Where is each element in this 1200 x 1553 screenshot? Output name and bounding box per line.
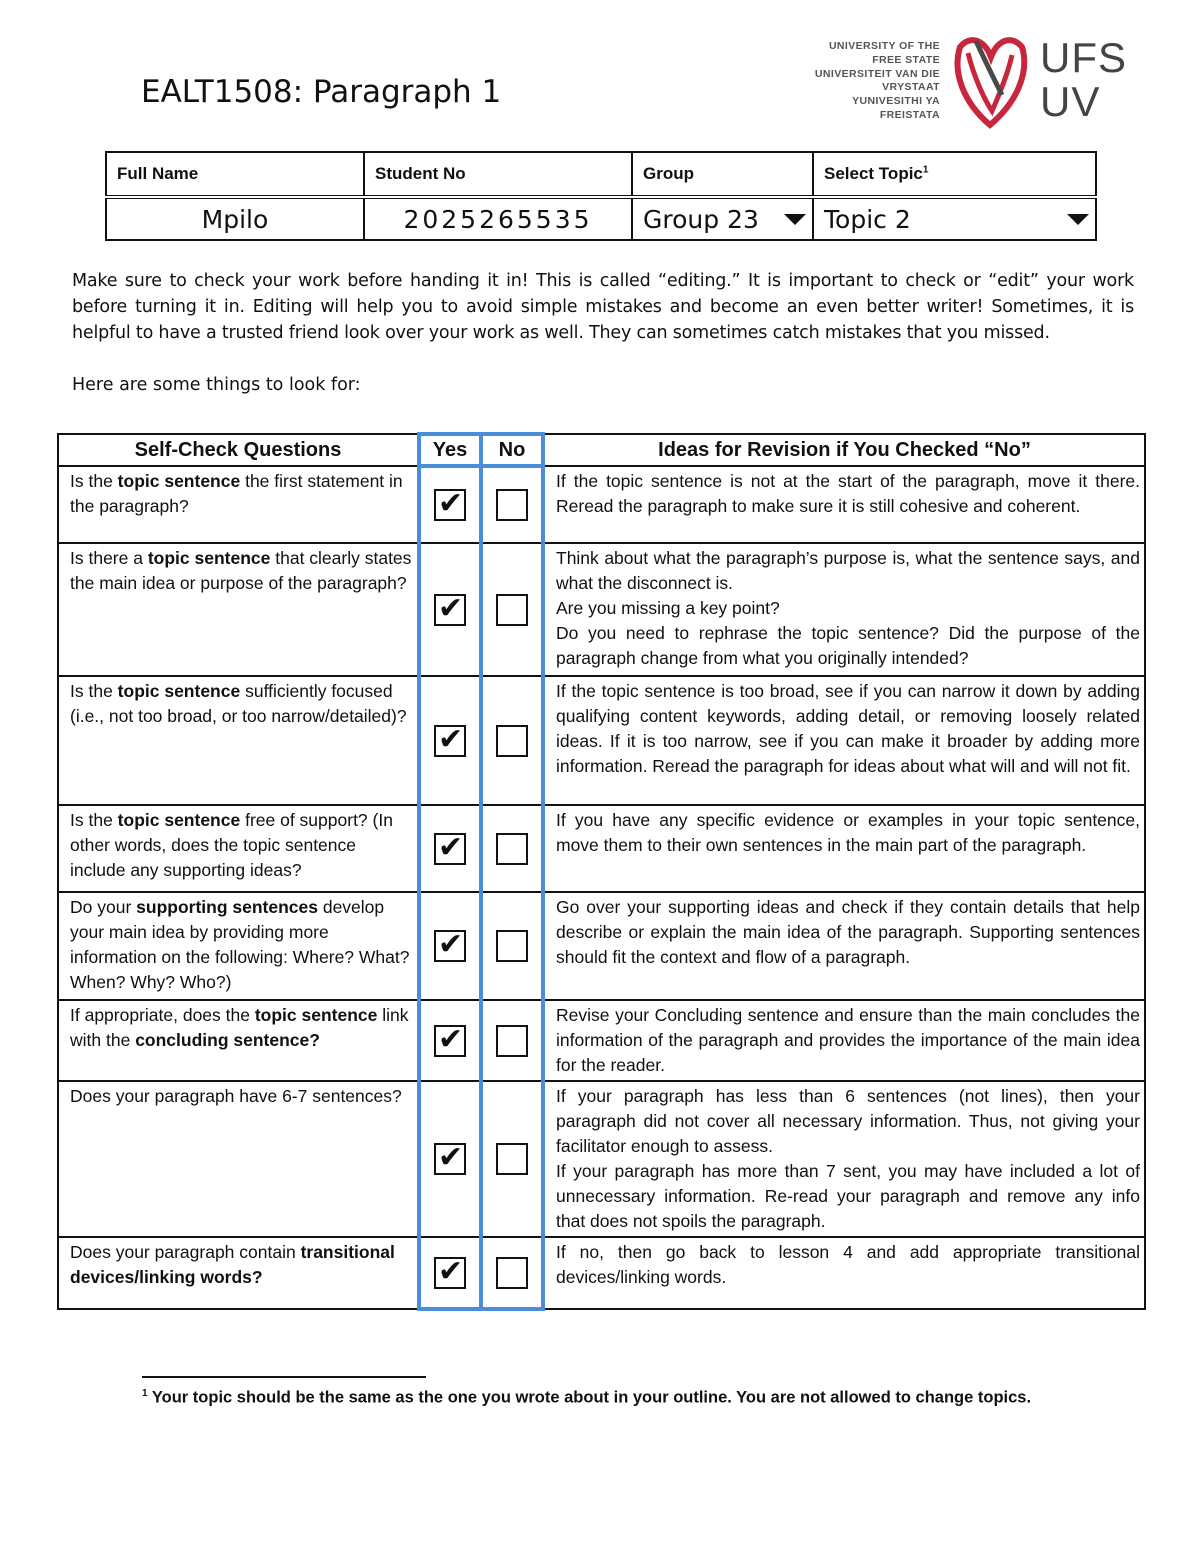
topic-header-label: Select Topic [824, 164, 923, 183]
question-keyword: topic sentence [147, 548, 271, 568]
no-cell [481, 466, 543, 543]
logo-abbr-top: UFS [1040, 34, 1127, 81]
yes-checkbox[interactable] [434, 1025, 466, 1057]
question-cell [58, 892, 419, 1000]
chevron-down-icon [1067, 214, 1089, 225]
instructions-paragraph: Make sure to check your work before handing it in! This is called “editing.” It is important to check or “edit” your work before turning it in. Editing will help you to avoid simple mistakes and become an even better writer! Sometimes, it is helpful to have a trusted friend look over your work as well. They can sometimes catch mistakes that you missed. [72, 271, 1134, 343]
ideas-header: Ideas for Revision if You Checked “No” [543, 434, 1145, 466]
question-text: Does your paragraph contain [70, 1242, 301, 1262]
question-text: free of support? (In other words, does the topic sentence include any supporting ideas? [70, 810, 393, 880]
student-no-field[interactable]: 2025265535 [364, 197, 632, 240]
question-text: Is there a [70, 548, 148, 568]
yes-cell [419, 1237, 481, 1309]
yes-checkbox[interactable] [434, 930, 466, 962]
question-cell [58, 1081, 419, 1237]
revision-idea-text: Are you missing a key point? [556, 598, 780, 618]
no-cell [481, 543, 543, 676]
checklist-row [58, 466, 1145, 543]
revision-idea-cell [543, 1000, 1145, 1081]
logo-line: VRYSTAAT [882, 81, 940, 94]
revision-idea-cell [543, 805, 1145, 892]
yes-checkbox[interactable] [434, 489, 466, 521]
yes-checkbox[interactable] [434, 1143, 466, 1175]
logo-line: FREISTATA [879, 108, 940, 121]
checklist-row [58, 805, 1145, 892]
topic-header [813, 152, 1096, 197]
yes-cell [419, 466, 481, 543]
checklist-row [58, 1000, 1145, 1081]
full-name-field[interactable]: Mpilo [106, 197, 364, 240]
footnote [142, 1388, 1031, 1408]
logo-abbr-bottom: UV [1040, 78, 1101, 125]
no-checkbox[interactable] [496, 1025, 528, 1057]
question-keyword: topic sentence [117, 471, 241, 491]
questions-header: Self-Check Questions [58, 434, 419, 466]
yes-checkbox[interactable] [434, 725, 466, 757]
revision-idea-text: If your paragraph has less than 6 sentences (not lines), then your paragraph did not cover all necessary information. Thus, not giving your facilitator enough to assess. [556, 1086, 1140, 1156]
topic-select[interactable] [813, 197, 1096, 240]
no-cell [481, 1000, 543, 1081]
question-keyword: topic sentence [254, 1005, 378, 1025]
self-check-table [57, 432, 1146, 1311]
revision-idea-text: Think about what the paragraph’s purpose is, what the sentence says, and what the disconnect is. [556, 548, 1140, 593]
question-text: the first statement in the paragraph? [70, 471, 403, 516]
checklist-row [58, 892, 1145, 1000]
group-select-value: Group 23 [643, 204, 759, 234]
ufs-logo-icon [950, 33, 1034, 131]
revision-idea-text: If no, then go back to lesson 4 and add appropriate transitional devices/linking words. [556, 1242, 1140, 1287]
logo-line: YUNIVESITHI YA [852, 95, 940, 108]
ufs-uv-wordmark [1040, 36, 1127, 124]
no-cell [481, 805, 543, 892]
question-text: Does your paragraph have 6-7 sentences? [70, 1086, 402, 1106]
question-text: develop your main idea by providing more information on the following: Where? What? When? Why? Who?) [70, 897, 410, 992]
checklist-row [58, 543, 1145, 676]
checklist-row [58, 676, 1145, 805]
university-name [780, 40, 940, 123]
logo-line: UNIVERSITEIT VAN DIE [814, 67, 940, 80]
question-cell [58, 466, 419, 543]
checklist-row [58, 1081, 1145, 1237]
question-keyword: topic sentence [117, 810, 241, 830]
revision-idea-cell [543, 1237, 1145, 1309]
no-checkbox[interactable] [496, 725, 528, 757]
no-cell [481, 892, 543, 1000]
yes-checkbox[interactable] [434, 1257, 466, 1289]
group-select[interactable] [632, 197, 813, 240]
question-text: Is the [70, 471, 118, 491]
revision-idea-cell [543, 892, 1145, 1000]
yes-checkbox[interactable] [434, 594, 466, 626]
checklist-row [58, 1237, 1145, 1309]
question-cell [58, 543, 419, 676]
logo-line: UNIVERSITY OF THE [828, 40, 940, 52]
revision-idea-text: If the topic sentence is too broad, see if you can narrow it down by adding qualifying content keywords, adding detail, or removing loosely related ideas. If it is too narrow, see if you can make it broader by adding more information. Reread the paragraph for ideas about what will and will not fit. [556, 681, 1140, 776]
yes-header: Yes [419, 434, 481, 466]
revision-idea-text: Go over your supporting ideas and check if they contain details that help describe or explain the main idea of the paragraph. Supporting sentences should fit the context and flow of a paragraph. [556, 897, 1140, 967]
revision-idea-text: Revise your Concluding sentence and ensure than the main concludes the information of the paragraph and provides the importance of the main idea for the reader. [556, 1005, 1140, 1075]
revision-idea-text: If the topic sentence is not at the start of the paragraph, move it there. Reread the paragraph to make sure it is still cohesive and coherent. [556, 471, 1140, 516]
look-for-label: Here are some things to look for: [72, 375, 361, 395]
question-keyword: supporting sentences [136, 897, 318, 917]
no-cell [481, 676, 543, 805]
no-header: No [481, 434, 543, 466]
yes-checkbox[interactable] [434, 833, 466, 865]
question-keyword: topic sentence [117, 681, 241, 701]
question-text: If appropriate, does the [70, 1005, 255, 1025]
footnote-divider [142, 1376, 426, 1378]
page-title: EALT1508: Paragraph 1 [141, 74, 502, 110]
student-no-header: Student No [364, 152, 632, 197]
yes-cell [419, 1000, 481, 1081]
no-checkbox[interactable] [496, 1257, 528, 1289]
yes-cell [419, 676, 481, 805]
no-checkbox[interactable] [496, 1143, 528, 1175]
revision-idea-text: If you have any specific evidence or examples in your topic sentence, move them to their own sentences in the main part of the paragraph. [556, 810, 1140, 855]
question-keyword: transitional devices/linking words? [70, 1242, 395, 1287]
yes-cell [419, 892, 481, 1000]
no-cell [481, 1237, 543, 1309]
revision-idea-cell [543, 466, 1145, 543]
question-text: Is the [70, 810, 118, 830]
footnote-mark: 1 [142, 1388, 148, 1399]
question-cell [58, 1237, 419, 1309]
revision-idea-text: If your paragraph has more than 7 sent, you may have included a lot of unnecessary information. Re-read your paragraph and remove any info that does not spoils the paragraph. [556, 1161, 1140, 1231]
question-text: that clearly states the main idea or purpose of the paragraph? [70, 548, 412, 593]
question-text: sufficiently focused (i.e., not too broad, or too narrow/detailed)? [70, 681, 407, 726]
revision-idea-cell [543, 1081, 1145, 1237]
yes-cell [419, 1081, 481, 1237]
question-cell [58, 805, 419, 892]
revision-idea-cell [543, 543, 1145, 676]
revision-idea-text: Do you need to rephrase the topic sentence? Did the purpose of the paragraph change from what you originally intended? [556, 623, 1140, 668]
yes-cell [419, 543, 481, 676]
question-text: Is the [70, 681, 118, 701]
footnote-text: Your topic should be the same as the one you wrote about in your outline. You are not allowed to change topics. [151, 1388, 1032, 1407]
question-text: Do your [70, 897, 137, 917]
student-info-table [105, 151, 1097, 241]
revision-idea-cell [543, 676, 1145, 805]
question-text: link with the [70, 1005, 409, 1050]
no-checkbox[interactable] [496, 489, 528, 521]
no-checkbox[interactable] [496, 833, 528, 865]
chevron-down-icon [784, 214, 806, 225]
logo-line: FREE STATE [872, 53, 940, 66]
question-keyword: concluding sentence? [135, 1030, 320, 1050]
yes-cell [419, 805, 481, 892]
no-cell [481, 1081, 543, 1237]
group-header: Group [632, 152, 813, 197]
no-checkbox[interactable] [496, 594, 528, 626]
topic-select-value: Topic 2 [824, 204, 911, 234]
full-name-header: Full Name [106, 152, 364, 197]
question-cell [58, 1000, 419, 1081]
footnote-ref: 1 [922, 164, 929, 176]
no-checkbox[interactable] [496, 930, 528, 962]
question-cell [58, 676, 419, 805]
